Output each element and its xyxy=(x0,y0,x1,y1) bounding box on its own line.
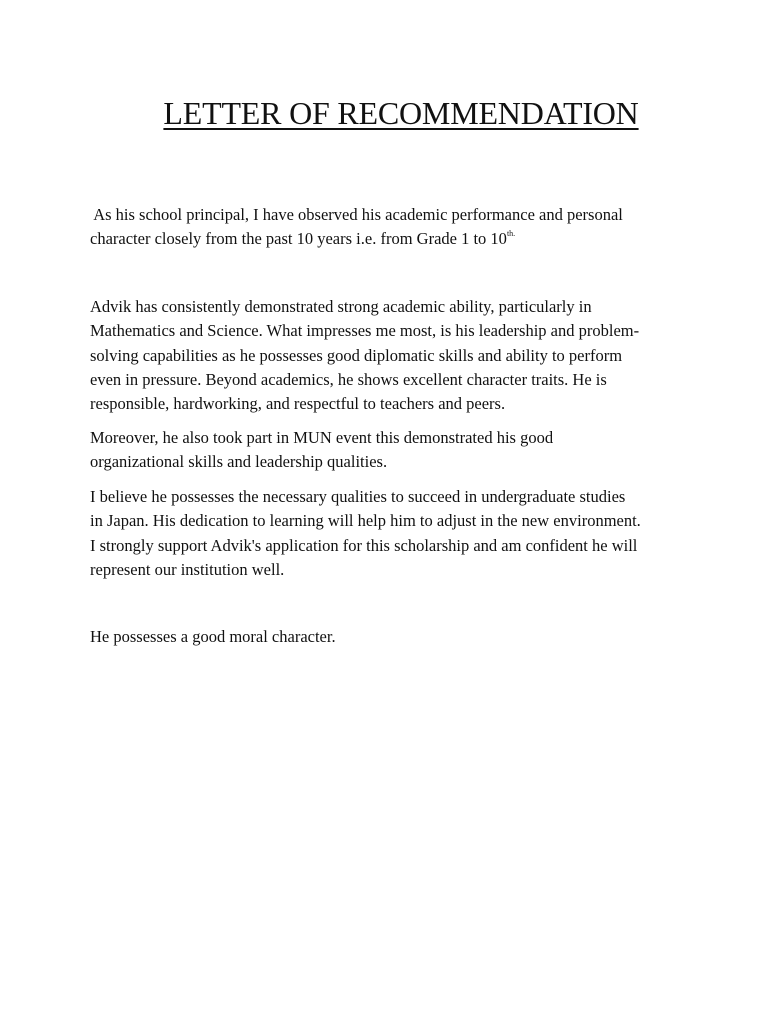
paragraph-line: He possesses a good moral character. xyxy=(90,627,336,646)
paragraph-line: I believe he possesses the necessary qualities to succeed in undergraduate studies xyxy=(90,487,626,506)
paragraph-introduction xyxy=(90,203,690,252)
ordinal-superscript: th. xyxy=(506,229,516,239)
paragraph-recommendation xyxy=(90,485,690,582)
paragraph-mun-event xyxy=(90,426,690,475)
paragraph-line: Moreover, he also took part in MUN event this demonstrated his good xyxy=(90,428,554,447)
letter-title: LETTER OF RECOMMENDATION xyxy=(163,95,639,131)
paragraph-line: even in pressure. Beyond academics, he shows excellent character traits. He is xyxy=(90,369,607,389)
paragraph-moral-character xyxy=(90,625,690,649)
paragraph-academic-ability xyxy=(90,295,690,416)
paragraph-line: As his school principal, I have observed his academic performance and personal xyxy=(90,205,623,224)
paragraph-line xyxy=(90,227,690,251)
paragraph-line: solving capabilities as he possesses good diplomatic skills and ability to perform xyxy=(90,345,623,365)
paragraph-line: Advik has consistently demonstrated strong academic ability, particularly in xyxy=(90,297,592,316)
paragraph-line: responsible, hardworking, and respectful to teachers and peers. xyxy=(90,394,506,414)
paragraph-line: in Japan. His dedication to learning will help him to adjust in the new environment. xyxy=(90,511,641,531)
paragraph-line-text: character closely from the past 10 years i.e. from Grade 1 to 10 xyxy=(90,229,507,249)
paragraph-line: represent our institution well. xyxy=(90,559,285,579)
paragraph-line: I strongly support Advik's application for this scholarship and am confident he will xyxy=(90,535,638,555)
paragraph-line: organizational skills and leadership qualities. xyxy=(90,452,388,472)
paragraph-line: Mathematics and Science. What impresses me most, is his leadership and problem- xyxy=(90,321,640,341)
